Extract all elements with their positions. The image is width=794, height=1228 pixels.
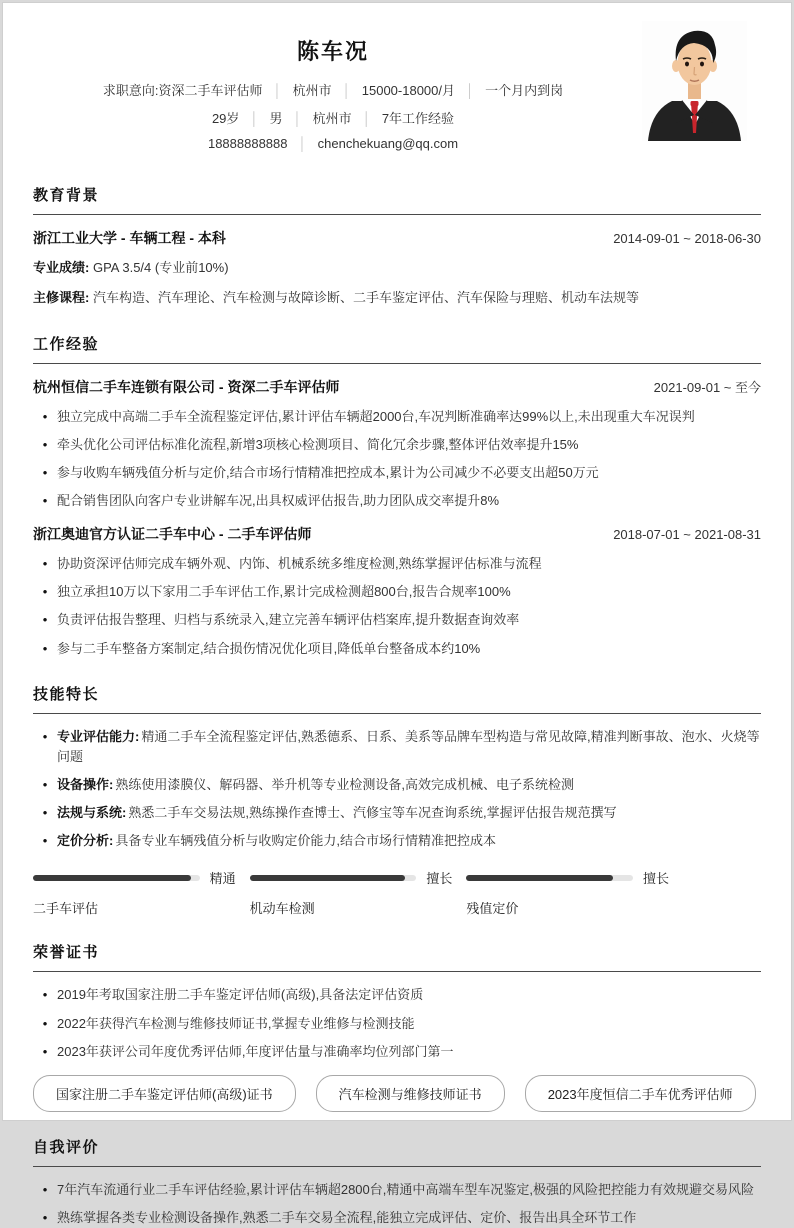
- certificate-badge: 汽车检测与维修技师证书: [316, 1075, 505, 1112]
- skill-bar-item: [33, 868, 236, 917]
- section-work: [33, 333, 761, 659]
- bullet-dot: •: [42, 833, 48, 849]
- bullet-dot: •: [42, 987, 48, 1003]
- cartoon-portrait-image: [642, 21, 747, 141]
- intent-availability: 一个月内到岗: [485, 83, 564, 98]
- bullet-dot: •: [42, 728, 48, 744]
- job-bullet: • 配合销售团队向客户专业讲解车况,出具权威评估报告,助力团队成交率提升8%: [33, 491, 761, 511]
- phone-number: 18888888888: [207, 136, 288, 151]
- bullet-dot: •: [42, 1209, 48, 1225]
- bar-track: [466, 875, 633, 881]
- separator: │: [293, 111, 302, 126]
- skill-text: 具备专业车辆残值分析与收购定价能力,结合市场行情精准把控成本: [115, 833, 496, 849]
- section-honors: [33, 941, 761, 1111]
- bullet-dot: •: [42, 777, 48, 792]
- job-date-range: 2018-07-01 ~ 2021-08-31: [613, 527, 761, 543]
- section-summary: [33, 1136, 761, 1228]
- job-entry-head: [33, 524, 761, 544]
- profile-photo: [642, 21, 747, 141]
- bullet-dot: •: [42, 556, 48, 572]
- separator: │: [466, 83, 475, 98]
- job-entry: [33, 524, 761, 659]
- bar-skill-name: 残值定价: [466, 901, 519, 917]
- job-bullet: • 独立完成中高端二手车全流程鉴定评估,累计评估车辆超2000台,车况判断准确率达99%以上,未出现重大车况误判: [33, 407, 761, 427]
- certificate-badge: 2023年度恒信二手车优秀评估师: [525, 1075, 756, 1112]
- job-intent-line: [33, 80, 633, 99]
- info-gender: 男: [269, 111, 283, 126]
- skill-label: 法规与系统:: [57, 805, 127, 821]
- honor-bullet: • 2022年获得汽车检测与维修技师证书,掌握专业维修与检测技能: [33, 1014, 761, 1034]
- summary-bullet: • 7年汽车流通行业二手车评估经验,累计评估车辆超2800台,精通中高端车型车况鉴定,极强的风险把控能力有效规避交易风险: [33, 1180, 761, 1200]
- basic-info-line: [33, 108, 633, 127]
- intent-salary: 15000-18000/月: [361, 83, 455, 98]
- bar-fill: [466, 875, 613, 881]
- education-section-title: 教育背景: [33, 184, 761, 215]
- section-skills: [33, 683, 761, 918]
- honor-bullet: • 2023年获评公司年度优秀评估师,年度评估量与准确率均位列部门第一: [33, 1042, 761, 1062]
- skill-text: 精通二手车全流程鉴定评估,熟悉德系、日系、美系等品牌车型构造与常见故障,精准判断事故、泡水、火烧等问题: [57, 728, 760, 764]
- gpa-value: GPA 3.5/4 (专业前10%): [92, 260, 229, 275]
- education-date-range: 2014-09-01 ~ 2018-06-30: [613, 231, 761, 246]
- skill-bullet: [33, 831, 761, 851]
- resume-header: [33, 3, 761, 160]
- gpa-line: [33, 258, 761, 279]
- bar-level-label: 擅长: [426, 871, 453, 887]
- gpa-label: 专业成绩:: [33, 260, 90, 275]
- bullet-dot: •: [42, 640, 48, 656]
- header-main: [33, 19, 633, 160]
- job-date-range: 2021-09-01 ~ 至今: [653, 379, 761, 395]
- skill-bullet: [33, 727, 761, 767]
- email-address: chenchekuang@qq.com: [317, 136, 459, 151]
- company-position: 杭州恒信二手车连锁有限公司 - 资深二手车评估师: [33, 378, 340, 395]
- bullet-dot: •: [42, 584, 48, 600]
- job-entry-head: [33, 377, 761, 397]
- job-bullet: • 参与收购车辆残值分析与定价,结合市场行情精准把控成本,累计为公司减少不必要支出超50万元: [33, 463, 761, 483]
- bullet-dot: •: [42, 464, 48, 480]
- certificate-badges: [33, 1075, 761, 1112]
- courses-line: [33, 288, 761, 309]
- skill-label: 专业评估能力:: [57, 728, 140, 744]
- summary-section-title: 自我评价: [33, 1136, 761, 1167]
- skill-text: 熟悉二手车交易法规,熟练操作查博士、汽修宝等车况查询系统,掌握评估报告规范撰写: [128, 805, 617, 821]
- honor-bullet: • 2019年考取国家注册二手车鉴定评估师(高级),具备法定评估资质: [33, 985, 761, 1005]
- skill-bullet: [33, 775, 761, 795]
- bar-skill-name: 机动车检测: [249, 901, 315, 917]
- job-bullet: • 独立承担10万以下家用二手车评估工作,累计完成检测超800台,报告合规率100%: [33, 582, 761, 602]
- skill-label: 设备操作:: [57, 777, 114, 792]
- bullet-dot: •: [42, 1181, 48, 1197]
- courses-label: 主修课程:: [33, 289, 90, 305]
- bullet-dot: •: [42, 805, 48, 821]
- skill-text: 熟练使用漆膜仪、解码器、举升机等专业检测设备,高效完成机械、电子系统检测: [115, 777, 574, 792]
- separator: │: [298, 136, 307, 151]
- bullet-dot: •: [42, 436, 48, 452]
- info-city: 杭州市: [312, 111, 352, 126]
- school-degree: 浙江工业大学 - 车辆工程 - 本科: [33, 230, 226, 246]
- bar-level-label: 擅长: [643, 871, 670, 887]
- bar-fill: [33, 875, 191, 881]
- separator: │: [273, 83, 282, 98]
- bullet-dot: •: [42, 1015, 48, 1031]
- intent-city: 杭州市: [292, 83, 332, 98]
- bullet-dot: •: [42, 1043, 48, 1059]
- job-bullet: • 负责评估报告整理、归档与系统录入,建立完善车辆评估档案库,提升数据查询效率: [33, 610, 761, 630]
- courses-value: 汽车构造、汽车理论、汽车检测与故障诊断、二手车鉴定评估、汽车保险与理赔、机动车法规等: [92, 289, 639, 305]
- job-bullet: • 协助资深评估师完成车辆外观、内饰、机械系统多维度检测,熟练掌握评估标准与流程: [33, 554, 761, 574]
- info-age: 29岁: [211, 111, 240, 126]
- bar-track: [33, 875, 200, 881]
- certificate-badge: 国家注册二手车鉴定评估师(高级)证书: [33, 1075, 296, 1112]
- work-section-title: 工作经验: [33, 333, 761, 364]
- section-education: [33, 184, 761, 309]
- bar-skill-name: 二手车评估: [33, 901, 99, 917]
- skill-bullet: [33, 803, 761, 823]
- job-bullet: • 参与二手车整备方案制定,结合损伤情况优化项目,降低单台整备成本约10%: [33, 639, 761, 659]
- skill-bar-item: [466, 868, 669, 917]
- job-bullet: • 牵头优化公司评估标准化流程,新增3项核心检测项目、简化冗余步骤,整体评估效率提升15%: [33, 435, 761, 455]
- separator: │: [250, 111, 259, 126]
- separator: │: [342, 83, 351, 98]
- candidate-name: 陈车况: [296, 39, 369, 64]
- bullet-dot: •: [42, 408, 48, 424]
- company-position: 浙江奥迪官方认证二手车中心 - 二手车评估师: [33, 526, 312, 543]
- intent-position: 求职意向:资深二手车评估师: [102, 83, 263, 98]
- skill-label: 定价分析:: [57, 833, 114, 849]
- bullet-dot: •: [42, 493, 48, 509]
- education-entry-head: [33, 228, 761, 248]
- skill-bars: [33, 868, 669, 917]
- honors-section-title: 荣誉证书: [33, 941, 761, 972]
- resume-page: [2, 2, 792, 1225]
- job-entry: [33, 377, 761, 512]
- bar-track: [250, 875, 417, 881]
- bar-level-label: 精通: [209, 871, 236, 887]
- separator: │: [362, 111, 371, 126]
- info-experience: 7年工作经验: [381, 111, 455, 126]
- contact-line: [33, 136, 633, 151]
- bullet-dot: •: [42, 612, 48, 628]
- skills-section-title: 技能特长: [33, 683, 761, 714]
- bar-fill: [250, 875, 405, 881]
- summary-bullet: • 熟练掌握各类专业检测设备操作,熟悉二手车交易全流程,能独立完成评估、定价、报告出具全环节工作: [33, 1208, 761, 1228]
- skill-bar-item: [250, 868, 453, 917]
